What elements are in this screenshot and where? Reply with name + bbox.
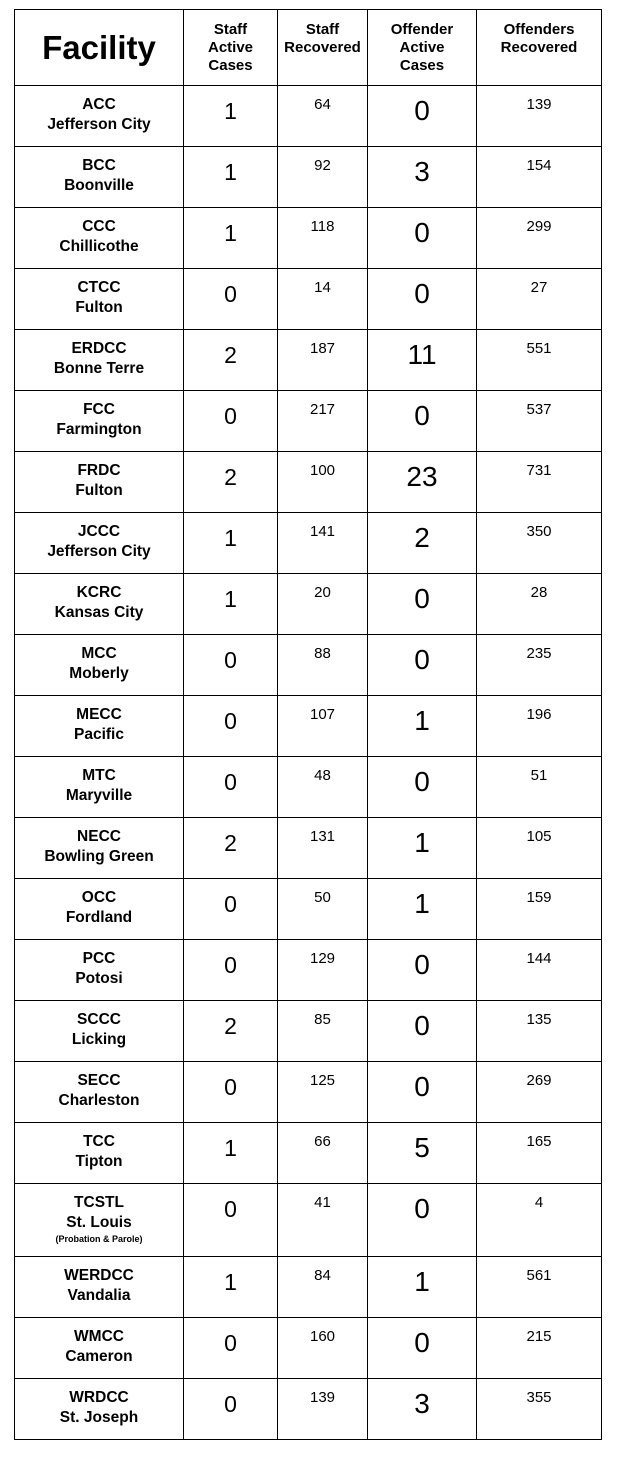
staff-active-cases-cell: 2: [184, 1001, 278, 1062]
facility-code: MECC: [76, 706, 122, 723]
facility-cell: [15, 757, 184, 818]
facility-city: Maryville: [65, 787, 133, 804]
facility-cell: [15, 330, 184, 391]
offender-active-cases-cell: 0: [368, 391, 477, 452]
staff-recovered-cell: 64: [278, 86, 368, 147]
facility-city: Jefferson City: [47, 543, 151, 560]
staff-active-cases-cell: 0: [184, 1379, 278, 1440]
staff-active-cases-cell: 0: [184, 1184, 278, 1257]
staff-active-cases-cell: 0: [184, 269, 278, 330]
facility-city: Potosi: [75, 970, 123, 987]
staff-recovered-cell: 84: [278, 1257, 368, 1318]
facility-cell: [15, 1123, 184, 1184]
offender-active-cases-cell: 0: [368, 574, 477, 635]
facility-code: ERDCC: [71, 340, 127, 357]
offenders-recovered-cell: 139: [477, 86, 602, 147]
offender-active-cases-cell: 0: [368, 1184, 477, 1257]
staff-recovered-cell: 50: [278, 879, 368, 940]
staff-recovered-cell: 14: [278, 269, 368, 330]
header-row: [15, 10, 602, 86]
header-facility: Facility: [15, 10, 184, 86]
staff-recovered-cell: 131: [278, 818, 368, 879]
table-row: [15, 1123, 602, 1184]
facility-code: JCCC: [77, 523, 121, 540]
offender-active-cases-cell: 0: [368, 86, 477, 147]
staff-recovered-cell: 41: [278, 1184, 368, 1257]
staff-recovered-cell: 217: [278, 391, 368, 452]
table-row: [15, 391, 602, 452]
facility-cell: [15, 818, 184, 879]
facility-city: Vandalia: [67, 1287, 131, 1304]
facility-code: WRDCC: [69, 1389, 129, 1406]
staff-active-cases-cell: 1: [184, 86, 278, 147]
staff-active-cases-cell: 0: [184, 1318, 278, 1379]
offenders-recovered-cell: 4: [477, 1184, 602, 1257]
table-row: [15, 147, 602, 208]
facility-cell: [15, 147, 184, 208]
facility-cell: [15, 940, 184, 1001]
header-offenders-recovered: Offenders Recovered: [477, 10, 602, 86]
facility-code: WMCC: [74, 1328, 124, 1345]
offenders-recovered-cell: 235: [477, 635, 602, 696]
staff-recovered-cell: 92: [278, 147, 368, 208]
facility-cell: [15, 452, 184, 513]
staff-active-cases-cell: 2: [184, 818, 278, 879]
facility-cell: [15, 269, 184, 330]
facility-code: SCCC: [77, 1011, 121, 1028]
facility-code: KCRC: [76, 584, 122, 601]
facility-code: FCC: [83, 401, 115, 418]
facility-cell: [15, 635, 184, 696]
offender-active-cases-cell: 1: [368, 696, 477, 757]
facility-code: CTCC: [77, 279, 121, 296]
staff-active-cases-cell: 2: [184, 452, 278, 513]
covid-cases-table: [14, 9, 602, 1440]
offenders-recovered-cell: 51: [477, 757, 602, 818]
offenders-recovered-cell: 215: [477, 1318, 602, 1379]
offender-active-cases-cell: 1: [368, 818, 477, 879]
facility-city: Jefferson City: [47, 116, 151, 133]
facility-cell: [15, 879, 184, 940]
facility-code: MCC: [81, 645, 117, 662]
facility-cell: [15, 1062, 184, 1123]
facility-code: WERDCC: [64, 1267, 134, 1284]
offenders-recovered-cell: 561: [477, 1257, 602, 1318]
offender-active-cases-cell: 0: [368, 269, 477, 330]
offender-active-cases-cell: 0: [368, 1001, 477, 1062]
table-row: [15, 696, 602, 757]
staff-recovered-cell: 160: [278, 1318, 368, 1379]
facility-city: Boonville: [64, 177, 134, 194]
table-row: [15, 818, 602, 879]
table-row: [15, 757, 602, 818]
staff-recovered-cell: 100: [278, 452, 368, 513]
staff-recovered-cell: 85: [278, 1001, 368, 1062]
facility-city: Farmington: [56, 421, 142, 438]
facility-cell: [15, 1379, 184, 1440]
facility-city: Moberly: [69, 665, 129, 682]
staff-recovered-cell: 187: [278, 330, 368, 391]
facility-code: NECC: [77, 828, 121, 845]
facility-city: Cameron: [65, 1348, 133, 1365]
facility-cell: [15, 86, 184, 147]
facility-cell: [15, 391, 184, 452]
offenders-recovered-cell: 159: [477, 879, 602, 940]
staff-recovered-cell: 139: [278, 1379, 368, 1440]
facility-city: St. Louis: [66, 1214, 132, 1231]
facility-city: Chillicothe: [59, 238, 139, 255]
staff-recovered-cell: 118: [278, 208, 368, 269]
staff-recovered-cell: 88: [278, 635, 368, 696]
facility-code: OCC: [81, 889, 117, 906]
facility-note: (Probation & Parole): [55, 1234, 143, 1244]
facility-code: MTC: [82, 767, 116, 784]
table-body: [15, 86, 602, 1440]
offenders-recovered-cell: 731: [477, 452, 602, 513]
staff-active-cases-cell: 0: [184, 879, 278, 940]
offender-active-cases-cell: 11: [368, 330, 477, 391]
facility-code: ACC: [82, 96, 116, 113]
offenders-recovered-cell: 350: [477, 513, 602, 574]
table-row: [15, 330, 602, 391]
facility-cell: [15, 574, 184, 635]
staff-active-cases-cell: 0: [184, 391, 278, 452]
table-row: [15, 574, 602, 635]
staff-active-cases-cell: 0: [184, 635, 278, 696]
table-row: [15, 1318, 602, 1379]
staff-active-cases-cell: 1: [184, 1257, 278, 1318]
staff-active-cases-cell: 1: [184, 1123, 278, 1184]
staff-recovered-cell: 20: [278, 574, 368, 635]
facility-city: St. Joseph: [59, 1409, 139, 1426]
offender-active-cases-cell: 0: [368, 208, 477, 269]
header-offender-active-cases: Offender Active Cases: [368, 10, 477, 86]
table-row: [15, 269, 602, 330]
staff-active-cases-cell: 0: [184, 940, 278, 1001]
header-staff-recovered: Staff Recovered: [278, 10, 368, 86]
offender-active-cases-cell: 1: [368, 1257, 477, 1318]
facility-cell: [15, 1257, 184, 1318]
facility-code: CCC: [82, 218, 116, 235]
offenders-recovered-cell: 154: [477, 147, 602, 208]
facility-cell: [15, 1184, 184, 1257]
table-row: [15, 208, 602, 269]
offenders-recovered-cell: 165: [477, 1123, 602, 1184]
facility-city: Fulton: [75, 482, 123, 499]
table-row: [15, 86, 602, 147]
offenders-recovered-cell: 537: [477, 391, 602, 452]
staff-active-cases-cell: 0: [184, 1062, 278, 1123]
facility-cell: [15, 1318, 184, 1379]
facility-city: Charleston: [58, 1092, 140, 1109]
facility-city: Kansas City: [54, 604, 144, 621]
facility-cell: [15, 1001, 184, 1062]
offenders-recovered-cell: 105: [477, 818, 602, 879]
header-staff-active-cases: Staff Active Cases: [184, 10, 278, 86]
facility-city: Bowling Green: [44, 848, 154, 865]
facility-cell: [15, 513, 184, 574]
table-row: [15, 1062, 602, 1123]
facility-code: FRDC: [77, 462, 121, 479]
offender-active-cases-cell: 0: [368, 1062, 477, 1123]
facility-code: TCC: [83, 1133, 115, 1150]
staff-recovered-cell: 125: [278, 1062, 368, 1123]
staff-recovered-cell: 48: [278, 757, 368, 818]
table-row: [15, 513, 602, 574]
staff-active-cases-cell: 0: [184, 757, 278, 818]
offender-active-cases-cell: 0: [368, 635, 477, 696]
facility-code: SECC: [77, 1072, 121, 1089]
offenders-recovered-cell: 28: [477, 574, 602, 635]
table-row: [15, 452, 602, 513]
offenders-recovered-cell: 269: [477, 1062, 602, 1123]
facility-city: Pacific: [74, 726, 124, 743]
staff-active-cases-cell: 1: [184, 147, 278, 208]
offender-active-cases-cell: 0: [368, 1318, 477, 1379]
facility-cell: [15, 208, 184, 269]
offender-active-cases-cell: 0: [368, 940, 477, 1001]
offenders-recovered-cell: 27: [477, 269, 602, 330]
offenders-recovered-cell: 355: [477, 1379, 602, 1440]
staff-active-cases-cell: 2: [184, 330, 278, 391]
offenders-recovered-cell: 551: [477, 330, 602, 391]
table-row: [15, 1184, 602, 1257]
staff-recovered-cell: 129: [278, 940, 368, 1001]
staff-recovered-cell: 107: [278, 696, 368, 757]
table-row: [15, 1379, 602, 1440]
staff-active-cases-cell: 1: [184, 208, 278, 269]
facility-city: Fulton: [75, 299, 123, 316]
table-row: [15, 940, 602, 1001]
offender-active-cases-cell: 3: [368, 1379, 477, 1440]
facility-city: Bonne Terre: [53, 360, 145, 377]
facility-code: PCC: [82, 950, 116, 967]
offender-active-cases-cell: 23: [368, 452, 477, 513]
facility-city: Licking: [71, 1031, 127, 1048]
offender-active-cases-cell: 2: [368, 513, 477, 574]
offender-active-cases-cell: 3: [368, 147, 477, 208]
staff-recovered-cell: 141: [278, 513, 368, 574]
offenders-recovered-cell: 299: [477, 208, 602, 269]
staff-recovered-cell: 66: [278, 1123, 368, 1184]
offender-active-cases-cell: 1: [368, 879, 477, 940]
facility-city: Fordland: [65, 909, 133, 926]
table-row: [15, 1001, 602, 1062]
staff-active-cases-cell: 1: [184, 574, 278, 635]
staff-active-cases-cell: 0: [184, 696, 278, 757]
staff-active-cases-cell: 1: [184, 513, 278, 574]
offenders-recovered-cell: 144: [477, 940, 602, 1001]
offender-active-cases-cell: 0: [368, 757, 477, 818]
facility-city: Tipton: [75, 1153, 123, 1170]
table-row: [15, 879, 602, 940]
facility-cell: [15, 696, 184, 757]
facility-code: TCSTL: [74, 1194, 124, 1211]
offenders-recovered-cell: 196: [477, 696, 602, 757]
table-row: [15, 635, 602, 696]
facility-code: BCC: [82, 157, 116, 174]
table-row: [15, 1257, 602, 1318]
offender-active-cases-cell: 5: [368, 1123, 477, 1184]
offenders-recovered-cell: 135: [477, 1001, 602, 1062]
